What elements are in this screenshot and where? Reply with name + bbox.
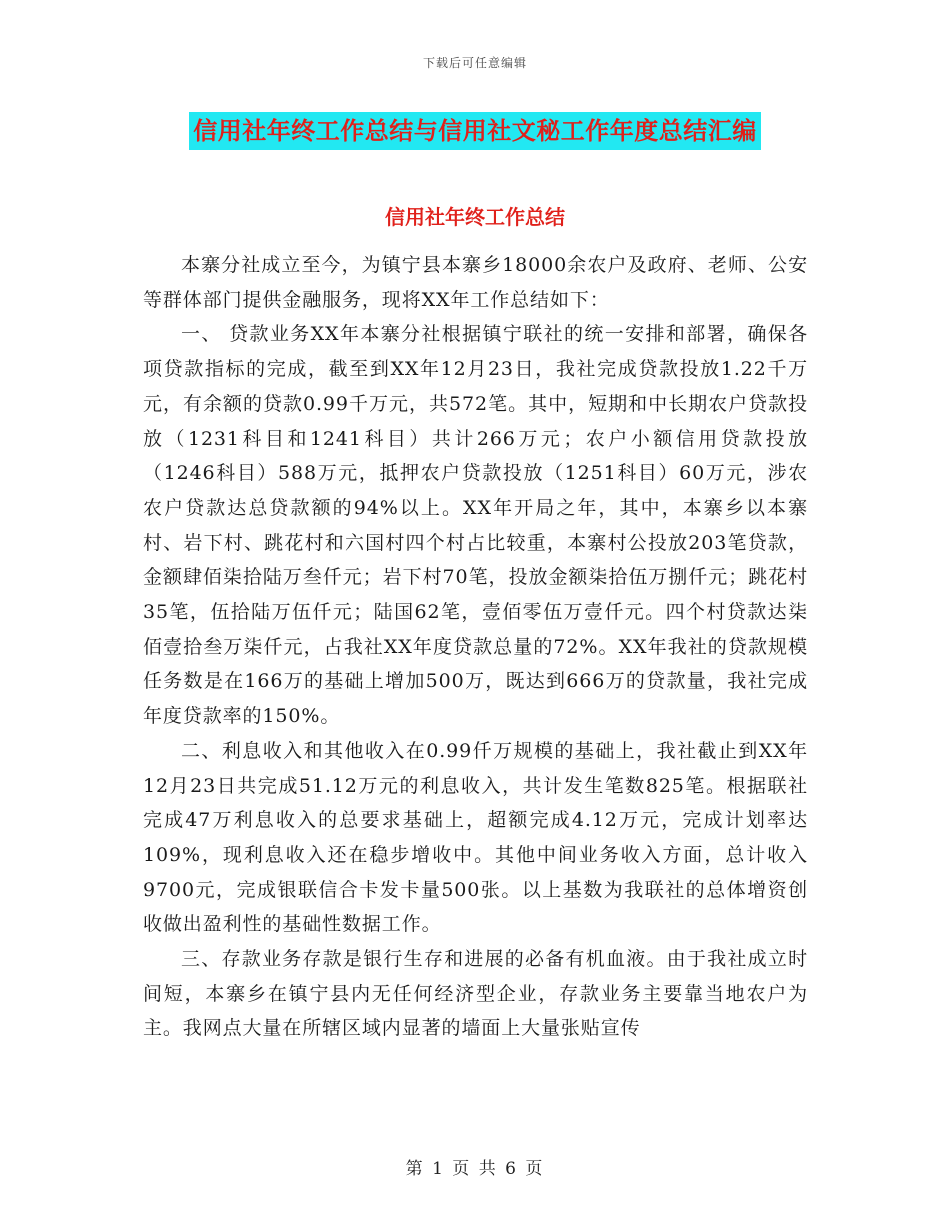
paragraph-interest: 二、利息收入和其他收入在0.99仟万规模的基础上，我社截止到XX年12月23日共完成51.12万元的利息收入，共计发生笔数825笔。根据联社完成47万利息收入的总要求基础上，超额完成4.12万元，完成计划率达109%，现利息收入还在稳步增收中。其他中间业务收入方面，总计收入9700元，完成银联信合卡发卡量500张。以上基数为我联社的总体增资创收做出盈利性的基础性数据工作。 — [143, 739, 808, 936]
paragraph-deposits: 三、存款业务存款是银行生存和进展的必备有机血液。由于我社成立时间短，本寨乡在镇宁县内无任何经济型企业，存款业务主要靠当地农户为主。我网点大量在所辖区域内显著的墙面上大量张贴宣传 — [143, 948, 808, 1040]
page-footer: 第 1 页 共 6 页 — [405, 1159, 545, 1179]
header-note: 下载后可任意编辑 — [422, 56, 527, 70]
main-title-wrap — [0, 112, 950, 150]
main-title: 信用社年终工作总结与信用社文秘工作年度总结汇编 — [189, 112, 761, 150]
paragraph-loans: 一、 贷款业务XX年本寨分社根据镇宁联社的统一安排和部署，确保各项贷款指标的完成，截至到XX年12月23日，我社完成贷款投放1.22千万元，有余额的贷款0.99千万元，共572笔。其中，短期和中长期农户贷款投放（1231科目和1241科目）共计266万元；农户小额信用贷款投放（1246科目）588万元，抵押农户贷款投放（1251科目）60万元，涉农农户贷款达总贷款额的94%以上。XX年开局之年，其中，本寨乡以本寨村、岩下村、跳花村和六国村四个村占比较重，本寨村公投放203笔贷款，金额肆佰柒拾陆万叁仟元；岩下村70笔，投放金额柒拾伍万捌仟元；跳花村35笔，伍拾陆万伍仟元；陆国62笔，壹佰零伍万壹仟元。四个村贷款达柒佰壹拾叁万柒仟元，占我社XX年度贷款总量的72%。XX年我社的贷款规模任务数是在166万的基础上增加500万，既达到666万的贷款量，我社完成年度贷款率的150%。 — [143, 323, 808, 728]
paragraph-intro: 本寨分社成立至今，为镇宁县本寨乡18000余农户及政府、老师、公安等群体部门提供金融服务，现将XX年工作总结如下： — [143, 254, 808, 311]
document-body — [143, 248, 808, 1046]
section-title: 信用社年终工作总结 — [385, 205, 565, 229]
